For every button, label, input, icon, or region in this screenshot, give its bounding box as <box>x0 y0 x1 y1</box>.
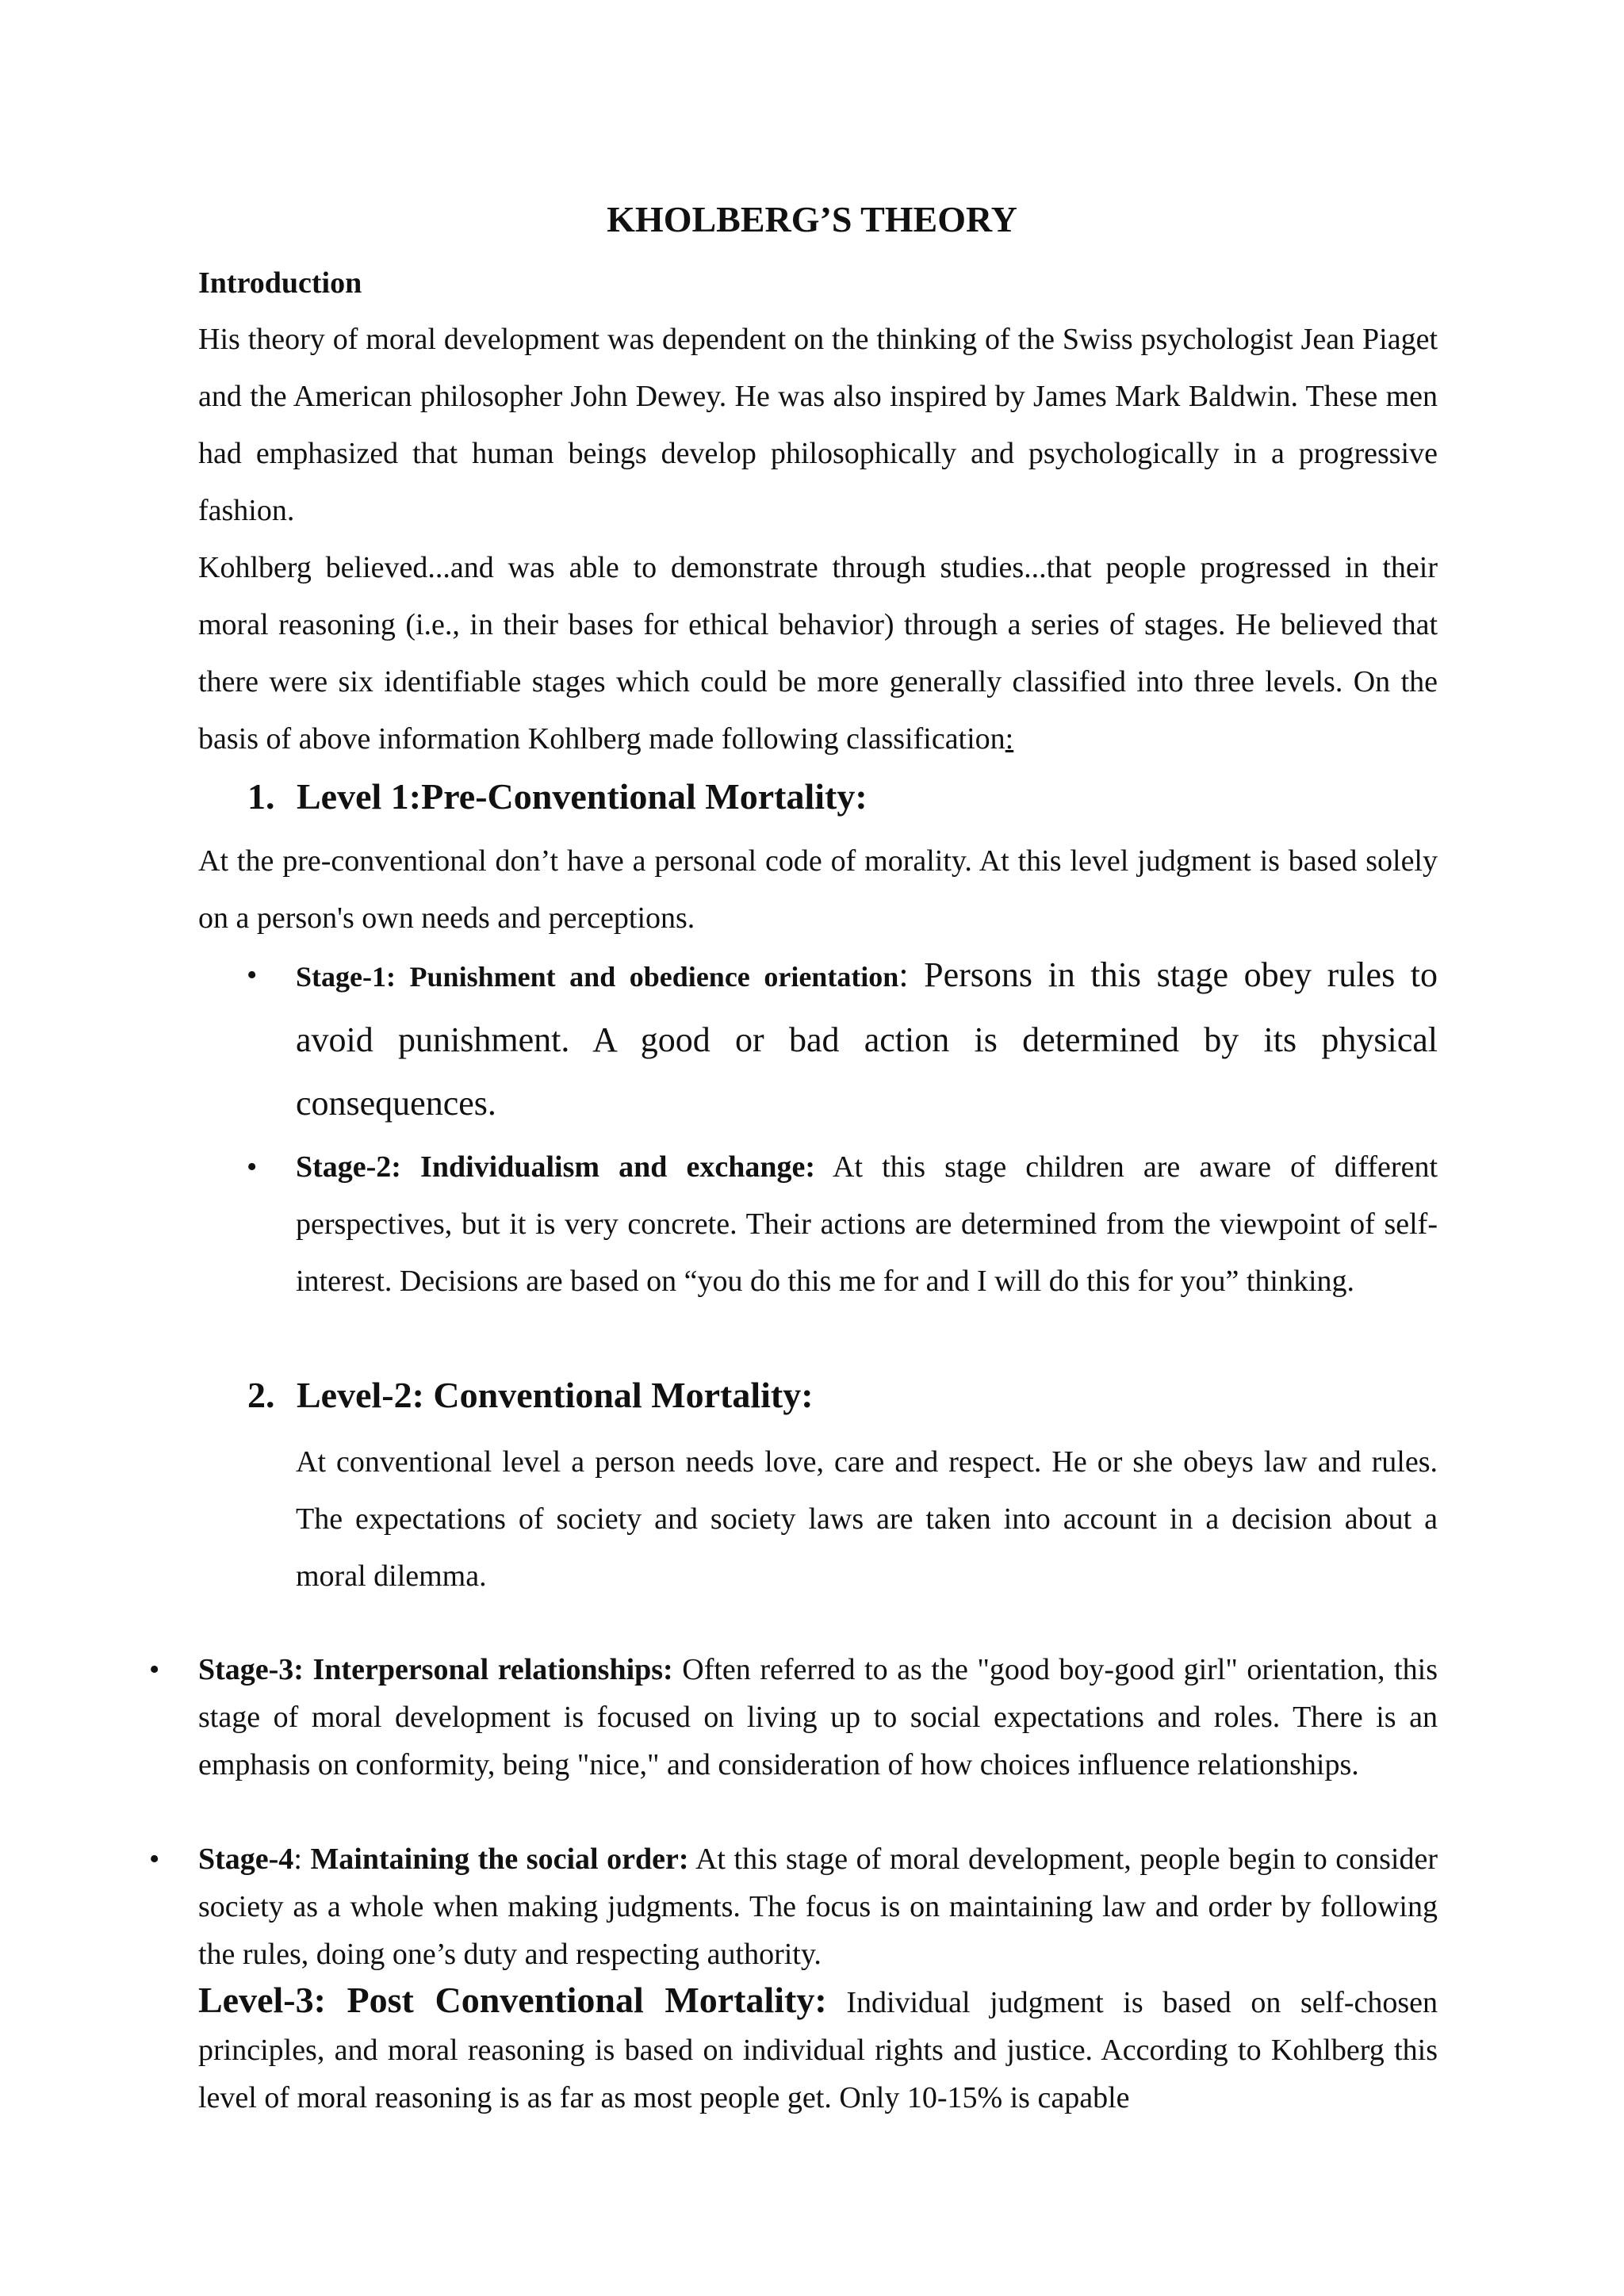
bullet-icon: • <box>247 1150 258 1184</box>
stage-3-comma: , <box>487 1748 496 1781</box>
stage-4-colon: : <box>293 1843 311 1876</box>
stage-4-item <box>149 1835 1438 1978</box>
stage-1-text: : Persons in this stage obey rules to avoid punishment. A good or bad action is determined by its physical consequences. <box>296 955 1438 1123</box>
stage-4-prefix: Stage-4 <box>198 1843 294 1876</box>
stage-3-text: Often referred to as the "good boy-good girl" orientation, this stage of moral development is focused on living up to social expectations and roles. There is an emphasis on conformity <box>198 1653 1438 1781</box>
introduction-paragraph-2-text: Kohlberg believed...and was able to demonstrate through studies...that people progressed in their moral reasoning (i.e., in their bases for ethical behavior) through a series of stages. He believed that there were six identifiable stages which could be more generally classified into three levels. On the basis of above information Kohlberg made following classification <box>198 551 1438 756</box>
level-1-heading <box>247 773 1437 821</box>
stage-3-text-end: being "nice," and consideration of how choices influence relationships. <box>495 1748 1359 1781</box>
level-2-title: Level-2: Conventional Mortality: <box>297 1375 814 1415</box>
level-1-title: Level 1:Pre-Conventional Mortality: <box>297 776 868 817</box>
level-2-heading <box>247 1372 1437 1419</box>
bullet-icon: • <box>247 959 258 992</box>
level-1-description: At the pre-conventional don’t have a personal code of morality. At this level judgment is based solely on a person's own needs and perceptions. <box>198 844 1438 935</box>
level-3-paragraph <box>198 1976 1438 2122</box>
stage-2-item <box>247 1138 1438 1310</box>
stage-3-label: Stage-3: Interpersonal relationships: <box>198 1653 673 1686</box>
introduction-paragraph-2-colon: : <box>1005 722 1014 756</box>
stage-3-item <box>149 1646 1438 1789</box>
bullet-icon: • <box>149 1653 160 1686</box>
level-3-text: Individual judgment is based on self-chosen principles, and moral reasoning is based on individual rights and justice. According to Kohlberg this level of moral reasoning is as far as most people get. Only 10-15% is capable <box>198 1986 1438 2114</box>
stage-4-text: At this stage of moral development, people begin to consider society as a whole when making judgments. The focus is on maintaining law and order by following the rules, doing one’s duty and respecting authority. <box>198 1843 1438 1971</box>
level-2-description: At conventional level a person needs love, care and respect. He or she obeys law and rules. The expectations of society and society laws are taken into account in a decision about a moral dilemma. <box>296 1445 1438 1593</box>
stage-4-label: Maintaining the social order: <box>310 1843 689 1876</box>
stage-2-text: At this stage children are aware of different perspectives, but it is very concrete. Their actions are determined from the viewpoint of self-interest. Decisions are based on “you do this me for and I will do this for you” thinking. <box>296 1150 1438 1298</box>
stage-1-label: Stage-1: Punishment and obedience orientation <box>296 961 899 993</box>
stage-2-label: Stage-2: Individualism and exchange: <box>296 1150 816 1184</box>
introduction-paragraph-2 <box>198 539 1438 767</box>
level-1-number: 1. <box>247 776 275 817</box>
introduction-heading: Introduction <box>198 266 362 300</box>
bullet-icon: • <box>149 1843 160 1876</box>
level-3-heading: Level-3: Post Conventional Mortality: <box>198 1980 827 2020</box>
stage-1-item <box>247 943 1438 1135</box>
introduction-paragraph-1: His theory of moral development was dependent on the thinking of the Swiss psychologist Jean Piaget and the American philosopher John Dewey. He was also inspired by James Mark Baldwin. These men had emphasized that human beings develop philosophically and psychologically in a progressive fashion. <box>198 323 1438 527</box>
document-title: KHOLBERG’S THEORY <box>607 199 1017 239</box>
level-2-number: 2. <box>247 1375 275 1415</box>
